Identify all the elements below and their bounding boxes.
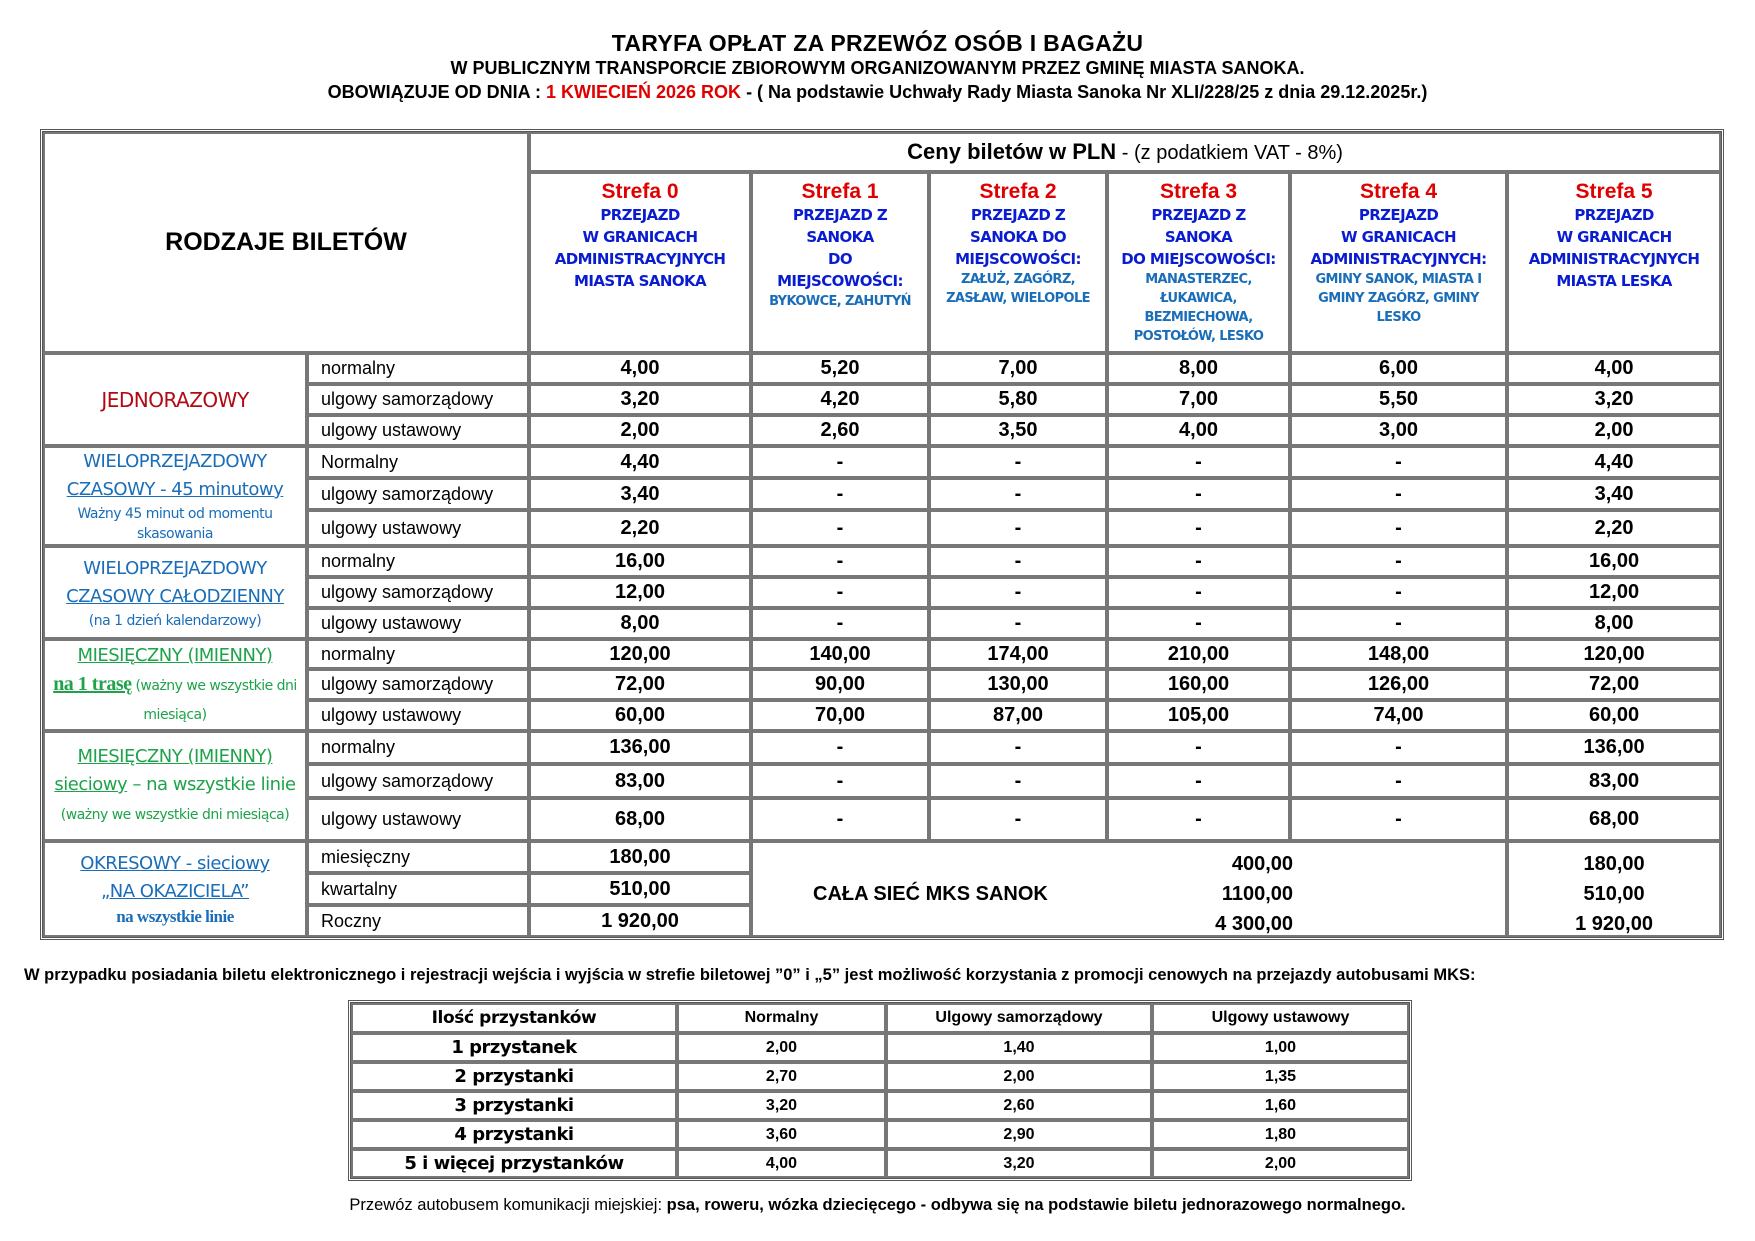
- prices-header-title: Ceny biletów w PLN: [907, 139, 1117, 164]
- price-cell: 2,00: [1507, 415, 1721, 446]
- group-label: WIELOPRZEJAZDOWY: [83, 451, 267, 472]
- ticket-subtype: ulgowy samorządowy: [307, 577, 529, 608]
- price-cell: 4,00: [1507, 353, 1721, 384]
- zone-places: MANASTERZEC,: [1145, 272, 1252, 287]
- promo-price: 1,35: [1152, 1062, 1409, 1091]
- promo-price: 2,60: [886, 1091, 1152, 1120]
- price-cell: 120,00: [529, 639, 751, 669]
- table-row: [43, 353, 1721, 384]
- network-price-quarterly: 1100,00: [1221, 883, 1294, 905]
- table-row: [43, 446, 1721, 478]
- price-cell: 16,00: [1507, 546, 1721, 577]
- group-full-day: [43, 546, 307, 639]
- price-cell: -: [751, 446, 929, 478]
- group-note: (na 1 dzień kalendarzowy): [88, 612, 262, 629]
- zone-places: ZAŁUŻ, ZAGÓRZ,: [961, 272, 1076, 287]
- price-cell: -: [929, 446, 1107, 478]
- group-label: na 1 trasę: [53, 672, 132, 695]
- price-cell: 3,40: [529, 478, 751, 510]
- price-cell: 3,50: [929, 415, 1107, 446]
- promo-column-header: Ulgowy samorządowy: [886, 1003, 1152, 1033]
- ticket-subtype: ulgowy ustawowy: [307, 608, 529, 639]
- group-label: „NA OKAZICIELA”: [100, 881, 250, 902]
- price-cell: -: [751, 731, 929, 764]
- group-label: CZASOWY CAŁODZIENNY: [66, 585, 284, 607]
- network-cell: [751, 841, 1507, 937]
- price-cell: -: [1107, 546, 1290, 577]
- zone-description: PRZEJAZD: [1358, 206, 1439, 224]
- network-price-monthly: 400,00: [1231, 853, 1294, 875]
- zone-description: W GRANICACH: [1556, 228, 1672, 246]
- ticket-types-header: RODZAJE BILETÓW: [43, 132, 529, 353]
- group-label: OKRESOWY - sieciowy: [80, 853, 270, 874]
- validity-basis: - ( Na podstawie Uchwały Rady Miasta Sanoka Nr XLI/228/25 z dnia 29.12.2025r.): [741, 82, 1428, 102]
- price-cell: -: [1290, 731, 1507, 764]
- promo-row: [351, 1120, 1409, 1149]
- zone-description: W GRANICACH: [1341, 228, 1456, 246]
- price-cell: -: [1290, 510, 1507, 546]
- validity-line: [0, 82, 1755, 103]
- zone-description: MIEJSCOWOŚCI:: [955, 250, 1081, 268]
- group-note: (ważny we wszystkie dni miesiąca): [60, 807, 290, 823]
- stops-count: 2 przystanki: [351, 1062, 677, 1091]
- price-cell: 180,00: [529, 841, 751, 873]
- zone-header-5: [1507, 172, 1721, 353]
- price-cell: -: [929, 798, 1107, 841]
- price-cell: 136,00: [1507, 731, 1721, 764]
- zone-name: Strefa 1: [801, 180, 879, 203]
- price-cell: -: [929, 510, 1107, 546]
- price-cell: 7,00: [1107, 384, 1290, 415]
- ticket-subtype: kwartalny: [307, 873, 529, 905]
- group-label: CZASOWY - 45 minutowy: [66, 479, 284, 500]
- ticket-subtype: ulgowy samorządowy: [307, 764, 529, 798]
- group-monthly-network: [43, 731, 307, 841]
- zone-places: BEZMIECHOWA,: [1144, 310, 1253, 325]
- price-cell: 74,00: [1290, 700, 1507, 731]
- price-cell: -: [1107, 608, 1290, 639]
- price-cell: 140,00: [751, 639, 929, 669]
- table-row: [43, 639, 1721, 669]
- promo-price: 2,00: [677, 1033, 886, 1062]
- price-cell: 160,00: [1107, 669, 1290, 700]
- price-cell: 5,50: [1290, 384, 1507, 415]
- footer-note: [0, 1196, 1755, 1215]
- price-cell: 68,00: [529, 798, 751, 841]
- price-cell: -: [929, 546, 1107, 577]
- promo-table: [348, 1000, 1412, 1181]
- price-cell: 72,00: [529, 669, 751, 700]
- price-cell: 4,00: [529, 353, 751, 384]
- zone-places: GMINY SANOK, MIASTA I: [1315, 272, 1482, 287]
- price-cell: -: [1107, 446, 1290, 478]
- price-cell: -: [929, 764, 1107, 798]
- price-cell: -: [929, 731, 1107, 764]
- validity-prefix: OBOWIĄZUJE OD DNIA :: [327, 82, 546, 102]
- promo-column-header: Ilość przystanków: [351, 1003, 677, 1033]
- table-row: [43, 731, 1721, 764]
- ticket-subtype: ulgowy samorządowy: [307, 478, 529, 510]
- promo-price: 2,00: [886, 1062, 1152, 1091]
- zone-description: PRZEJAZD Z: [1151, 206, 1246, 224]
- zone-description: PRZEJAZD Z: [970, 206, 1066, 224]
- ticket-subtype: ulgowy samorządowy: [307, 669, 529, 700]
- price-cell: -: [751, 546, 929, 577]
- promo-row: [351, 1062, 1409, 1091]
- price-cell: 174,00: [929, 639, 1107, 669]
- group-label: sieciowy: [54, 774, 128, 795]
- zone-name: Strefa 4: [1359, 180, 1438, 203]
- price-cell: 180,00: [1583, 853, 1645, 875]
- ticket-subtype: ulgowy samorządowy: [307, 384, 529, 415]
- price-cell: 7,00: [929, 353, 1107, 384]
- promo-row: [351, 1149, 1409, 1178]
- zone-description: ADMINISTRACYJNYCH:: [1310, 250, 1487, 268]
- footer-bold: psa, roweru, wózka dziecięcego - odbywa się na podstawie biletu jednorazowego normalnego.: [666, 1196, 1406, 1214]
- zone-header-4: [1290, 172, 1507, 353]
- price-cell: 87,00: [929, 700, 1107, 731]
- promo-column-header: Normalny: [677, 1003, 886, 1033]
- promo-row: [351, 1033, 1409, 1062]
- price-cell: 4,20: [751, 384, 929, 415]
- prices-header-vat: - (z podatkiem VAT - 8%): [1116, 142, 1343, 164]
- zone-places: LESKO: [1376, 310, 1421, 325]
- table-row: [43, 841, 1721, 873]
- price-cell: 4,00: [1107, 415, 1290, 446]
- price-cell: 1 920,00: [1575, 913, 1653, 935]
- price-cell: 8,00: [529, 608, 751, 639]
- group-label: WIELOPRZEJAZDOWY: [83, 557, 267, 579]
- zone-description: PRZEJAZD: [600, 206, 680, 224]
- price-cell: 4,40: [1507, 446, 1721, 478]
- zone-description: PRZEJAZD Z: [792, 206, 888, 224]
- promo-price: 1,40: [886, 1033, 1152, 1062]
- price-cell: 12,00: [1507, 577, 1721, 608]
- network-label: CAŁA SIEĆ MKS SANOK: [813, 883, 1048, 905]
- price-cell: 510,00: [1583, 883, 1645, 905]
- price-cell: -: [1290, 478, 1507, 510]
- group-periodic-bearer: [43, 841, 307, 937]
- group-note: Ważny 45 minut od momentu skasowania: [77, 506, 273, 542]
- stops-count: 5 i więcej przystanków: [351, 1149, 677, 1178]
- price-cell: -: [1290, 546, 1507, 577]
- zone5-periodic-cell: [1507, 841, 1721, 937]
- group-single-ride: JEDNORAZOWY: [43, 353, 307, 446]
- price-cell: 3,20: [1507, 384, 1721, 415]
- stops-count: 4 przystanki: [351, 1120, 677, 1149]
- ticket-subtype: normalny: [307, 639, 529, 669]
- zone-description: PRZEJAZD: [1574, 206, 1654, 224]
- promo-row: [351, 1091, 1409, 1120]
- price-cell: 510,00: [529, 873, 751, 905]
- stops-count: 3 przystanki: [351, 1091, 677, 1120]
- price-cell: 105,00: [1107, 700, 1290, 731]
- zone-description: DO MIEJSCOWOŚCI:: [1121, 250, 1276, 268]
- zone-description: ADMINISTRACYJNYCH: [554, 250, 726, 268]
- document-title: TARYFA OPŁAT ZA PRZEWÓZ OSÓB I BAGAŻU: [611, 30, 1144, 56]
- ticket-subtype: normalny: [307, 546, 529, 577]
- price-cell: -: [1107, 577, 1290, 608]
- stops-count: 1 przystanek: [351, 1033, 677, 1062]
- price-cell: -: [751, 608, 929, 639]
- group-45min: [43, 446, 307, 546]
- price-cell: 8,00: [1107, 353, 1290, 384]
- price-cell: 2,00: [529, 415, 751, 446]
- price-cell: -: [929, 577, 1107, 608]
- zone-places: GMINY ZAGÓRZ, GMINY: [1318, 291, 1479, 306]
- group-monthly-route: [43, 639, 307, 731]
- price-cell: -: [1107, 731, 1290, 764]
- price-cell: 136,00: [529, 731, 751, 764]
- zone-description: MIASTA LESKA: [1556, 272, 1672, 290]
- price-cell: 68,00: [1507, 798, 1721, 841]
- validity-date: 1 KWIECIEŃ 2026 ROK: [546, 82, 742, 102]
- price-cell: 2,20: [529, 510, 751, 546]
- fare-table: [40, 129, 1724, 940]
- zone-header-1: [751, 172, 929, 353]
- promo-price: 3,20: [886, 1149, 1152, 1178]
- price-cell: -: [1107, 764, 1290, 798]
- zone-header-2: [929, 172, 1107, 353]
- ticket-subtype: miesięczny: [307, 841, 529, 873]
- price-cell: 5,20: [751, 353, 929, 384]
- promo-price: 1,60: [1152, 1091, 1409, 1120]
- ticket-subtype: normalny: [307, 353, 529, 384]
- price-cell: 60,00: [1507, 700, 1721, 731]
- zone-description: SANOKA DO: [970, 228, 1066, 246]
- zone-description: ADMINISTRACYJNYCH: [1528, 250, 1700, 268]
- price-cell: 3,40: [1507, 478, 1721, 510]
- promo-price: 2,00: [1152, 1149, 1409, 1178]
- network-price-yearly: 4 300,00: [1215, 913, 1294, 935]
- promo-price: 1,00: [1152, 1033, 1409, 1062]
- price-cell: 1 920,00: [529, 905, 751, 937]
- prices-header: [529, 132, 1721, 172]
- promo-price: 1,80: [1152, 1120, 1409, 1149]
- group-label: MIESIĘCZNY (IMIENNY): [77, 746, 273, 767]
- promo-price: 3,60: [677, 1120, 886, 1149]
- table-row: [43, 546, 1721, 577]
- ticket-subtype: ulgowy ustawowy: [307, 415, 529, 446]
- price-cell: 148,00: [1290, 639, 1507, 669]
- price-cell: 5,80: [929, 384, 1107, 415]
- price-cell: 120,00: [1507, 639, 1721, 669]
- price-cell: -: [751, 510, 929, 546]
- ticket-subtype: normalny: [307, 731, 529, 764]
- zone-name: Strefa 5: [1575, 180, 1653, 203]
- price-cell: -: [751, 764, 929, 798]
- price-cell: -: [929, 478, 1107, 510]
- document-subtitle: W PUBLICZNYM TRANSPORCIE ZBIOROWYM ORGANIZOWANYM PRZEZ GMINĘ MIASTA SANOKA.: [450, 58, 1305, 78]
- zone-name: Strefa 2: [979, 180, 1057, 203]
- zone-description: DO: [828, 250, 853, 268]
- price-cell: 83,00: [1507, 764, 1721, 798]
- price-cell: -: [929, 608, 1107, 639]
- zone-description: SANOKA: [806, 228, 874, 246]
- price-cell: 3,20: [529, 384, 751, 415]
- price-cell: 12,00: [529, 577, 751, 608]
- price-cell: -: [1290, 446, 1507, 478]
- zone-places: BYKOWCE, ZAHUTYŃ: [769, 294, 911, 309]
- zone-places: ZASŁAW, WIELOPOLE: [946, 291, 1090, 306]
- ticket-subtype: ulgowy ustawowy: [307, 798, 529, 841]
- group-note: (ważny we wszystkie dni miesiąca): [131, 677, 297, 723]
- ticket-subtype: ulgowy ustawowy: [307, 510, 529, 546]
- footer-prefix: Przewóz autobusem komunikacji miejskiej:: [349, 1196, 667, 1214]
- zone-places: ŁUKAWICA,: [1160, 291, 1237, 306]
- price-cell: -: [1290, 577, 1507, 608]
- price-cell: 8,00: [1507, 608, 1721, 639]
- price-cell: -: [1290, 798, 1507, 841]
- ticket-subtype: Normalny: [307, 446, 529, 478]
- price-cell: 4,40: [529, 446, 751, 478]
- zone-description: SANOKA: [1164, 228, 1233, 246]
- price-cell: 70,00: [751, 700, 929, 731]
- promo-price: 2,70: [677, 1062, 886, 1091]
- group-note: na wszystkie linie: [116, 907, 234, 926]
- price-cell: 16,00: [529, 546, 751, 577]
- zone-description: W GRANICACH: [582, 228, 698, 246]
- group-label: MIESIĘCZNY (IMIENNY): [77, 644, 273, 666]
- ticket-subtype: Roczny: [307, 905, 529, 937]
- price-cell: 83,00: [529, 764, 751, 798]
- price-cell: -: [1290, 764, 1507, 798]
- zone-name: Strefa 0: [601, 180, 679, 203]
- price-cell: 90,00: [751, 669, 929, 700]
- price-cell: -: [1107, 478, 1290, 510]
- price-cell: 3,00: [1290, 415, 1507, 446]
- zone-name: Strefa 3: [1159, 180, 1238, 203]
- price-cell: -: [751, 798, 929, 841]
- price-cell: -: [1107, 798, 1290, 841]
- price-cell: -: [1107, 510, 1290, 546]
- price-cell: 130,00: [929, 669, 1107, 700]
- zone-header-3: [1107, 172, 1290, 353]
- price-cell: 6,00: [1290, 353, 1507, 384]
- price-cell: -: [751, 577, 929, 608]
- promo-column-header: Ulgowy ustawowy: [1152, 1003, 1409, 1033]
- zone-header-0: [529, 172, 751, 353]
- promo-price: 3,20: [677, 1091, 886, 1120]
- price-cell: -: [751, 478, 929, 510]
- price-cell: 60,00: [529, 700, 751, 731]
- price-cell: 2,20: [1507, 510, 1721, 546]
- zone-description: MIASTA SANOKA: [574, 272, 706, 290]
- price-cell: 72,00: [1507, 669, 1721, 700]
- price-cell: -: [1290, 608, 1507, 639]
- promo-price: 4,00: [677, 1149, 886, 1178]
- group-label: – na wszystkie linie: [127, 774, 296, 795]
- price-cell: 2,60: [751, 415, 929, 446]
- zone-places: POSTOŁÓW, LESKO: [1133, 329, 1264, 344]
- price-cell: 126,00: [1290, 669, 1507, 700]
- ticket-subtype: ulgowy ustawowy: [307, 700, 529, 731]
- promo-price: 2,90: [886, 1120, 1152, 1149]
- zone-description: MIEJSCOWOŚCI:: [777, 272, 903, 290]
- promo-note: W przypadku posiadania biletu elektronicznego i rejestracji wejścia i wyjścia w strefie biletowej ”0” i „5” jest możliwość korzystania z promocji cenowych na przejazdy autobusami MKS:: [24, 966, 1476, 984]
- price-cell: 210,00: [1107, 639, 1290, 669]
